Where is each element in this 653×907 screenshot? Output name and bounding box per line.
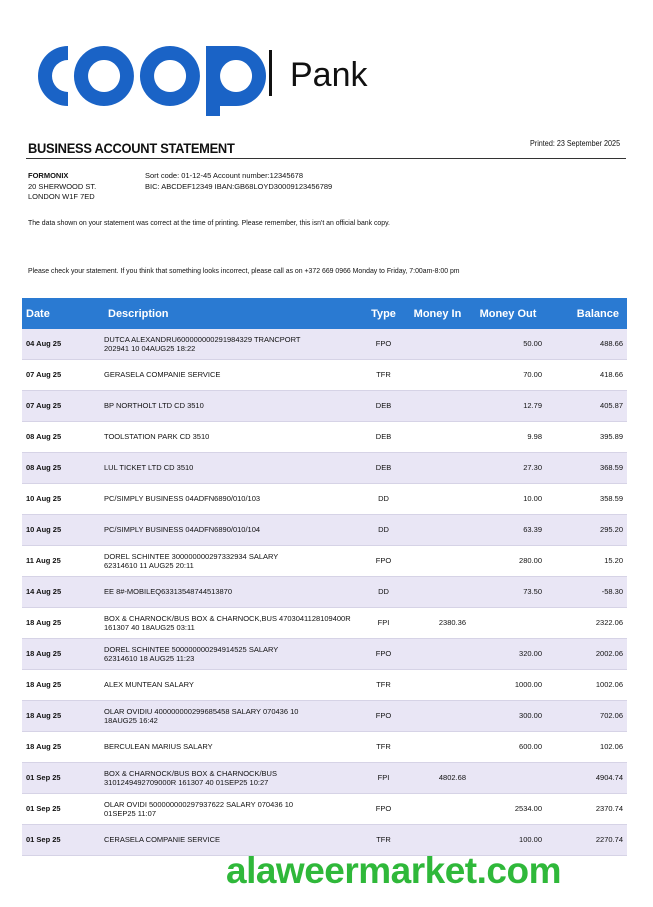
row-balance: 4904.74 <box>546 763 627 794</box>
account-address <box>28 171 96 203</box>
table-row <box>22 329 627 360</box>
row-money-in <box>405 391 470 422</box>
row-money-in <box>405 360 470 391</box>
row-balance: 1002.06 <box>546 670 627 701</box>
row-date: 10 Aug 25 <box>22 484 100 515</box>
row-type: TFR <box>362 732 405 763</box>
row-description <box>100 608 362 639</box>
row-balance: 15.20 <box>546 546 627 577</box>
table-row <box>22 763 627 794</box>
row-money-in <box>405 794 470 825</box>
row-balance: 102.06 <box>546 732 627 763</box>
row-money-in <box>405 732 470 763</box>
row-money-out: 50.00 <box>470 329 546 360</box>
row-balance: 358.59 <box>546 484 627 515</box>
table-row <box>22 546 627 577</box>
description-line-1: EE 8#-MOBILEQ633135487445138​70 <box>104 587 233 597</box>
table-row <box>22 639 627 670</box>
row-type: FPO <box>362 701 405 732</box>
row-money-out: 27.30 <box>470 453 546 484</box>
accuracy-note: The data shown on your statement was correct at the time of printing. Please remember, this isn't an official bank copy. <box>28 218 390 227</box>
row-money-in <box>405 577 470 608</box>
row-balance: 2002.06 <box>546 639 627 670</box>
table-row <box>22 422 627 453</box>
description-line-2: 3101249492709000R 161307 40 01SEP25 10:27 <box>104 778 269 787</box>
row-type: DD <box>362 515 405 546</box>
description-line-1: BOX & CHARNOCK/BUS BOX & CHARNOCK,BUS 470304112810940​0R <box>104 613 351 623</box>
row-balance: 2322.06 <box>546 608 627 639</box>
row-money-out: 600.00 <box>470 732 546 763</box>
sort-code-line: Sort code: 01-12-45 Account number:12345678 <box>145 171 304 180</box>
row-description <box>100 391 362 422</box>
row-description <box>100 670 362 701</box>
description-line-2: 62314610 18 AUG25 11:23 <box>104 654 195 663</box>
description-line-1: DOREL SCHINTEE 500000000294914525 SALARY <box>104 644 279 654</box>
row-money-out: 300.00 <box>470 701 546 732</box>
address-line-2: LONDON W1F 7ED <box>28 192 95 201</box>
table-row <box>22 608 627 639</box>
row-description <box>100 763 362 794</box>
row-date: 10 Aug 25 <box>22 515 100 546</box>
row-description <box>100 360 362 391</box>
row-money-in <box>405 670 470 701</box>
row-description <box>100 794 362 825</box>
printed-date: Printed: 23 September 2025 <box>529 139 620 148</box>
row-description <box>100 701 362 732</box>
row-description <box>100 329 362 360</box>
row-money-out: 100.00 <box>470 825 546 856</box>
row-type: TFR <box>362 670 405 701</box>
col-description: Description <box>100 298 362 329</box>
description-line-1: PC/SIMPLY BUSINESS 04ADFN6890/010/103 <box>104 494 261 504</box>
col-date: Date <box>22 298 100 329</box>
table-row <box>22 701 627 732</box>
row-description <box>100 639 362 670</box>
row-money-in: 4802.68 <box>405 763 470 794</box>
row-money-in <box>405 639 470 670</box>
row-date: 18 Aug 25 <box>22 732 100 763</box>
table-row <box>22 391 627 422</box>
watermark-text: alaweermarket.com <box>226 850 561 891</box>
row-money-out: 2534.00 <box>470 794 546 825</box>
table-row <box>22 484 627 515</box>
row-money-out: 70.00 <box>470 360 546 391</box>
description-line-1: BERCULEAN MARIUS SALARY <box>104 742 213 752</box>
row-balance: 488.66 <box>546 329 627 360</box>
row-date: 01 Sep 25 <box>22 825 100 856</box>
row-money-out: 320.00 <box>470 639 546 670</box>
table-row <box>22 670 627 701</box>
description-line-2: 62314610 11 AUG25 20:11 <box>104 561 194 570</box>
row-description <box>100 732 362 763</box>
row-balance: 418.66 <box>546 360 627 391</box>
col-money-out: Money Out <box>470 298 546 329</box>
description-line-1: ALEX MUNTEAN SALARY <box>104 680 194 690</box>
table-row <box>22 453 627 484</box>
row-date: 08 Aug 25 <box>22 422 100 453</box>
row-money-in <box>405 329 470 360</box>
row-money-in <box>405 546 470 577</box>
row-money-out: 280.00 <box>470 546 546 577</box>
row-date: 18 Aug 25 <box>22 608 100 639</box>
description-line-1: BP NORTHOLT LTD CD 3510 <box>104 401 204 411</box>
row-date: 18 Aug 25 <box>22 701 100 732</box>
row-date: 18 Aug 25 <box>22 670 100 701</box>
row-type: DD <box>362 484 405 515</box>
row-balance: 2270.74 <box>546 825 627 856</box>
brand-product: Pank <box>290 56 368 94</box>
row-date: 07 Aug 25 <box>22 360 100 391</box>
row-description <box>100 515 362 546</box>
row-type: FPO <box>362 794 405 825</box>
description-line-2: 18AUG25 16:42 <box>104 716 158 725</box>
account-details <box>145 171 332 192</box>
description-line-1: DOREL SCHINTEE 300000000297332934 SALARY <box>104 551 279 561</box>
row-description <box>100 422 362 453</box>
row-type: FPO <box>362 546 405 577</box>
col-balance: Balance <box>546 298 627 329</box>
title-divider <box>26 158 626 159</box>
description-line-2: 202941 10 04AUG25 18:22 <box>104 344 196 353</box>
row-money-in <box>405 453 470 484</box>
row-description <box>100 546 362 577</box>
row-date: 11 Aug 25 <box>22 546 100 577</box>
row-money-out: 10.00 <box>470 484 546 515</box>
company-name: FORMONIX <box>28 171 69 180</box>
row-description <box>100 453 362 484</box>
col-type: Type <box>362 298 405 329</box>
row-money-out: 12.79 <box>470 391 546 422</box>
table-header <box>22 298 627 329</box>
row-money-in <box>405 515 470 546</box>
coop-pank-logo <box>22 36 382 116</box>
row-balance: -58.30 <box>546 577 627 608</box>
row-balance: 702.06 <box>546 701 627 732</box>
description-line-1: CERASELA COMPANIE SERVICE <box>104 835 221 845</box>
row-money-in: 2380.36 <box>405 608 470 639</box>
row-balance: 2370.74 <box>546 794 627 825</box>
description-line-1: OLAR OVIDI 500000000297937622 SALARY 070436 10 <box>104 799 294 809</box>
row-date: 14 Aug 25 <box>22 577 100 608</box>
table-row <box>22 360 627 391</box>
bic-iban-line: BIC: ABCDEF12349 IBAN:GB68LOYD30009123456789 <box>145 181 333 191</box>
row-type: DD <box>362 577 405 608</box>
row-money-out: 73.50 <box>470 577 546 608</box>
description-line-1: PC/SIMPLY BUSINESS 04ADFN6890/010/104 <box>104 525 261 535</box>
row-money-out: 63.39 <box>470 515 546 546</box>
row-type: DEB <box>362 391 405 422</box>
description-line-1: TOOLSTATION PARK CD 3510 <box>104 432 210 442</box>
description-line-2: 161307 40 18AUG25 03:11 <box>104 623 195 632</box>
row-balance: 405.87 <box>546 391 627 422</box>
table-row <box>22 577 627 608</box>
row-balance: 295.20 <box>546 515 627 546</box>
description-line-1: GERASELA COMPANIE SERVICE <box>104 370 221 380</box>
row-balance: 395.89 <box>546 422 627 453</box>
statement-title: BUSINESS ACCOUNT STATEMENT <box>28 140 235 156</box>
transactions-table <box>22 298 627 856</box>
row-balance: 368.59 <box>546 453 627 484</box>
description-line-1: LUL TICKET LTD CD 3510 <box>104 463 194 473</box>
row-type: TFR <box>362 825 405 856</box>
row-date: 01 Sep 25 <box>22 763 100 794</box>
table-row <box>22 515 627 546</box>
row-date: 04 Aug 25 <box>22 329 100 360</box>
row-date: 18 Aug 25 <box>22 639 100 670</box>
row-money-in <box>405 701 470 732</box>
row-type: FPO <box>362 639 405 670</box>
row-description <box>100 577 362 608</box>
contact-note: Please check your statement. If you think that something looks incorrect, please call as on +372 669 0966 Monday to Friday, 7:00am-8:00 pm <box>28 266 460 275</box>
row-type: TFR <box>362 360 405 391</box>
row-money-in <box>405 422 470 453</box>
row-type: DEB <box>362 453 405 484</box>
row-type: FPI <box>362 608 405 639</box>
row-date: 08 Aug 25 <box>22 453 100 484</box>
description-line-2: 01SEP25 11:07 <box>104 809 156 818</box>
row-money-out: 1000.00 <box>470 670 546 701</box>
row-type: FPI <box>362 763 405 794</box>
col-money-in: Money In <box>405 298 470 329</box>
row-date: 07 Aug 25 <box>22 391 100 422</box>
row-description <box>100 484 362 515</box>
table-row <box>22 794 627 825</box>
row-type: DEB <box>362 422 405 453</box>
row-money-in <box>405 484 470 515</box>
row-date: 01 Sep 25 <box>22 794 100 825</box>
row-money-out <box>470 608 546 639</box>
row-type: FPO <box>362 329 405 360</box>
table-row <box>22 732 627 763</box>
row-money-out: 9.98 <box>470 422 546 453</box>
description-line-1: OLAR OVIDIU 400000000299685458 SALARY 070436 10 <box>104 706 299 716</box>
description-line-1: DUTCA ALEXANDRU600000000291984329 TRANCPORT <box>104 334 301 344</box>
row-money-out <box>470 763 546 794</box>
description-line-1: BOX & CHARNOCK/BUS BOX & CHARNOCK/BUS <box>104 768 277 778</box>
address-line-1: 20 SHERWOOD ST. <box>28 181 97 191</box>
